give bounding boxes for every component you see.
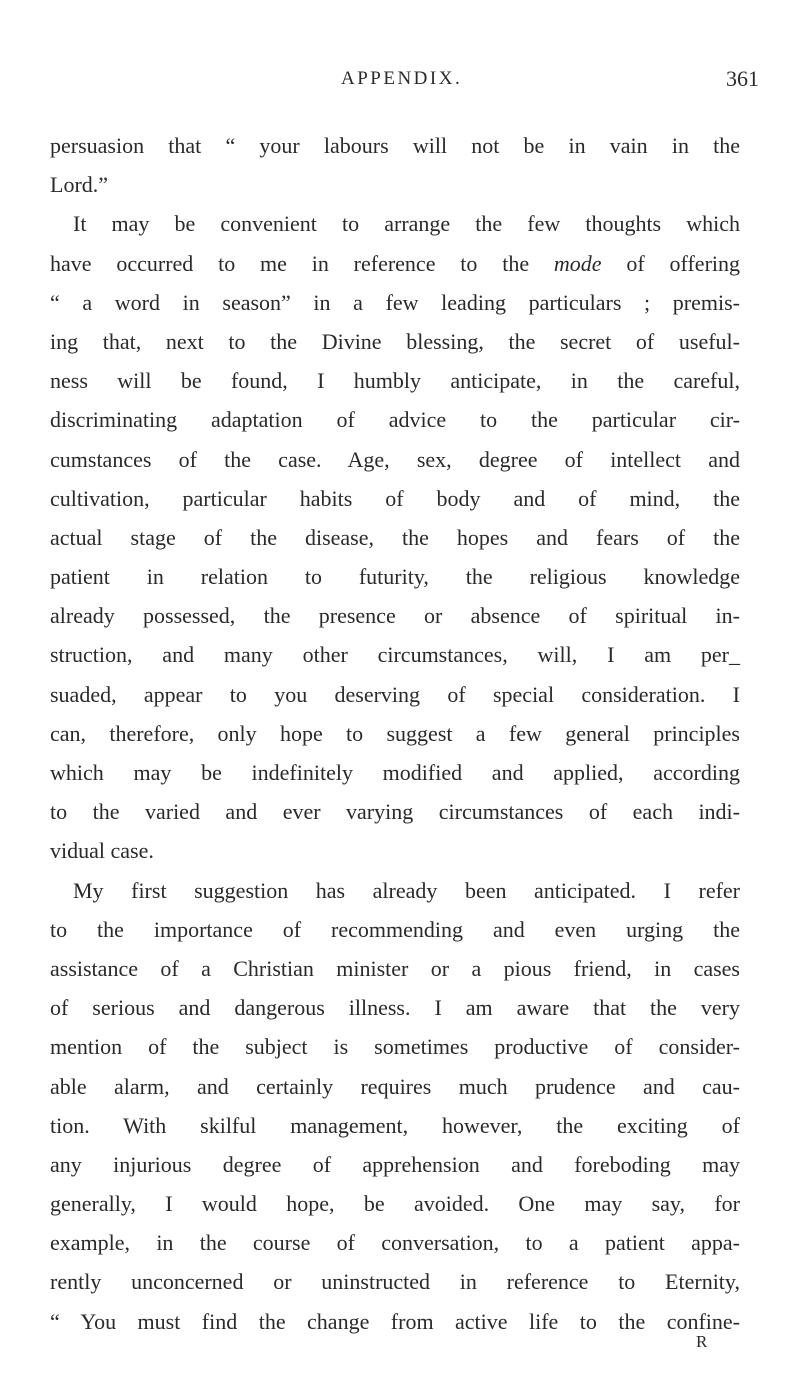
page-number: 361	[726, 66, 759, 91]
text-line: rently unconcerned or uninstructed in reference to Eternity,	[50, 1269, 740, 1295]
running-head	[0, 68, 800, 108]
text-line: tion. With skilful management, however, the exciting of	[50, 1112, 740, 1138]
text-line: generally, I would hope, be avoided. One may say, for	[50, 1191, 740, 1217]
body-text	[50, 126, 740, 1341]
text-line: already possessed, the presence or absence of spiritual in-	[50, 603, 740, 629]
text-line: patient in relation to futurity, the religious knowledge	[50, 564, 740, 590]
text-line: Lord.”	[50, 172, 109, 198]
paragraph-start-line: It may be convenient to arrange the few thoughts which	[73, 211, 740, 237]
text-line: mention of the subject is sometimes productive of consider-	[50, 1034, 740, 1060]
text-line: example, in the course of conversation, to a patient appa-	[50, 1230, 740, 1256]
text-line: able alarm, and certainly requires much prudence and cau-	[50, 1073, 740, 1099]
text-line: cultivation, particular habits of body and of mind, the	[50, 485, 740, 511]
text-line: assistance of a Christian minister or a pious friend, in cases	[50, 955, 740, 981]
text-segment: of offering	[626, 250, 741, 276]
text-line: can, therefore, only hope to suggest a few general principles	[50, 720, 740, 746]
text-line: discriminating adaptation of advice to the particular cir-	[50, 407, 740, 433]
text-line: actual stage of the disease, the hopes and fears of the	[50, 524, 740, 550]
text-line: vidual case.	[50, 838, 154, 864]
text-line: struction, and many other circumstances, will, I am per_	[50, 642, 740, 668]
text-line	[50, 244, 740, 283]
text-segment: have occurred to me in reference to the	[50, 250, 530, 276]
emphasis-mode: mode	[553, 250, 602, 276]
text-line: which may be indefinitely modified and applied, according	[50, 760, 740, 785]
text-line: of serious and dangerous illness. I am aware that the very	[50, 995, 740, 1021]
text-line: ing that, next to the Divine blessing, the secret of useful-	[50, 328, 740, 354]
running-title: APPENDIX.	[341, 68, 463, 89]
text-line: cumstances of the case. Age, sex, degree of intellect and	[50, 446, 740, 472]
text-line: ness will be found, I humbly anticipate, in the careful,	[50, 368, 740, 394]
paragraph-start-line: My first suggestion has already been anticipated. I refer	[73, 877, 740, 903]
text-line: “ a word in season” in a few leading particulars ; premis-	[50, 289, 740, 315]
text-line: any injurious degree of apprehension and foreboding may	[50, 1151, 740, 1177]
text-line: to the varied and ever varying circumstances of each indi-	[50, 799, 740, 825]
text-line: “ You must find the change from active life to the confine-	[50, 1308, 740, 1334]
text-line: suaded, appear to you deserving of special consideration. I	[50, 681, 740, 707]
text-line: persuasion that “ your labours will not be in vain in the	[50, 133, 740, 158]
signature-mark: R	[696, 1332, 708, 1351]
text-line: to the importance of recommending and even urging the	[50, 916, 740, 942]
